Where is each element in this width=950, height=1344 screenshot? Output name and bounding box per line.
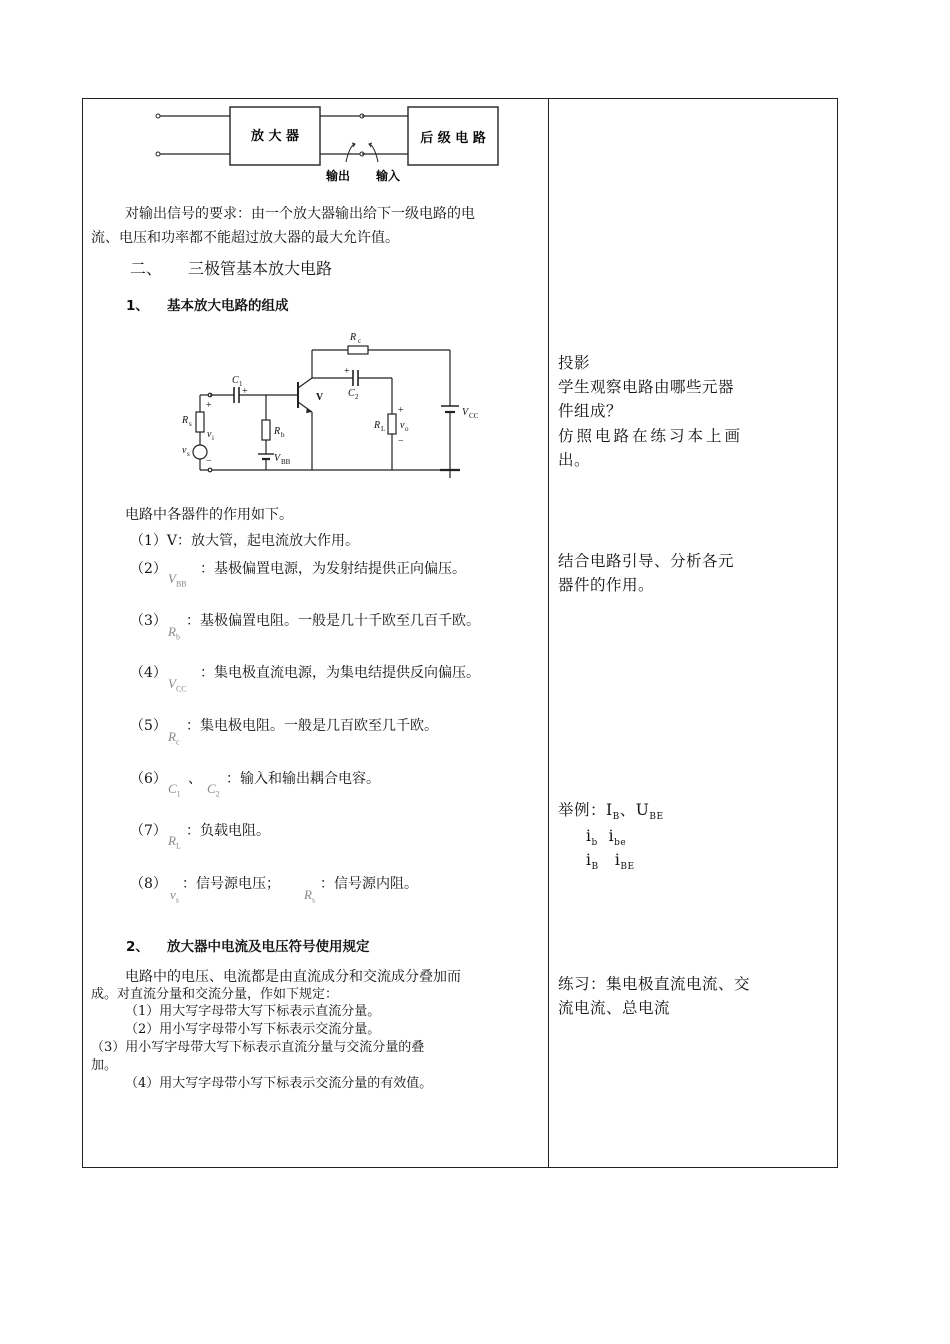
component-item-4-num: （4） — [130, 665, 167, 681]
c2-plus: + — [344, 366, 350, 377]
rc-label: R — [350, 332, 357, 343]
component-item-6-text: ：输入和输出耦合电容。 — [226, 771, 380, 787]
amplifier-block-diagram — [150, 100, 510, 190]
c1-sub: 1 — [239, 380, 243, 388]
note-observe-line1: 学生观察电路由哪些元器 — [558, 378, 735, 396]
component-item-3-text: ：基极偏置电阻。一般是几十千欧至几百千欧。 — [186, 613, 480, 629]
symbol-rl: $R_L$ — [168, 833, 181, 851]
rules-line2: 成。对直流分量和交流分量，作如下规定： — [91, 987, 339, 1002]
c1-label: C — [232, 375, 239, 386]
vo-sub: o — [405, 425, 409, 433]
component-item-8-text1: ：信号源电压； — [182, 876, 280, 892]
symbol-c1: $C_1$ — [168, 781, 181, 799]
c2-sub: 2 — [355, 393, 359, 401]
rule-2: （2）用小写字母带小写下标表示交流分量。 — [125, 1022, 381, 1037]
rules-line1: 电路中的电压、电流都是由直流成分和交流成分叠加而 — [125, 969, 461, 985]
c2-label: C — [348, 388, 355, 399]
component-item-4-text: ：集电极直流电源，为集电结提供反向偏压。 — [200, 665, 480, 681]
component-item-6-sep: 、 — [188, 771, 202, 787]
rs-label: R — [182, 415, 189, 426]
output-requirement-line2: 流、电压和功率都不能超过放大器的最大允许值。 — [91, 230, 399, 246]
vcc-sub: CC — [469, 412, 479, 420]
vi-sub: i — [212, 434, 214, 442]
vi-label: v — [207, 429, 212, 440]
rb-label: R — [274, 426, 281, 437]
section2-title: 三极管基本放大电路 — [188, 259, 333, 278]
vs-sub: s — [187, 450, 190, 458]
component-item-2-num: （2） — [130, 561, 167, 577]
sub1-title: 基本放大电路的组成 — [167, 298, 289, 314]
vo-plus: + — [398, 405, 404, 416]
note-projection: 投影 — [558, 354, 591, 372]
rc-sub: c — [358, 337, 362, 345]
practice-line2: 流电流、总电流 — [558, 999, 671, 1017]
sub1-number: 1、 — [126, 298, 149, 314]
note-draw-line1: 仿照电路在练习本上画 — [558, 427, 744, 445]
component-item-1: （1）V：放大管，起电流放大作用。 — [130, 533, 360, 549]
example-line1: 举例：$I_B$、$U_{BE}$ — [558, 801, 664, 823]
note-draw-line2: 出。 — [558, 451, 591, 469]
note-analyze-line1: 结合电路引导、分析各元 — [558, 552, 735, 570]
vbb-sub: BB — [281, 458, 291, 466]
symbol-c2: $C_2$ — [207, 781, 220, 799]
component-item-3-num: （3） — [130, 613, 167, 629]
vcc-label: V — [462, 407, 469, 418]
component-item-7-num: （7） — [130, 823, 167, 839]
transistor-label: V — [316, 392, 324, 403]
rule-4: （4）用大写字母带小写下标表示交流分量的有效值。 — [125, 1076, 433, 1091]
note-analyze-line2: 器件的作用。 — [558, 576, 655, 594]
vo-minus: − — [398, 436, 404, 447]
component-item-5-num: （5） — [130, 718, 167, 734]
rl-label: R — [374, 420, 381, 431]
component-item-8-text2: ：信号源内阻。 — [320, 876, 418, 892]
next-stage-label: 后 级 电 路 — [420, 131, 486, 146]
rule-3: （3）用小写字母带大写下标表示直流分量与交流分量的叠 — [91, 1040, 425, 1055]
component-item-2-text: ：基极偏置电源，为发射结提供正向偏压。 — [200, 561, 466, 577]
symbol-rc: $R_c$ — [168, 729, 180, 747]
example-line2: $i_b$ $i_{be}$ — [586, 827, 627, 849]
rule-3-continued: 加。 — [91, 1058, 118, 1073]
component-item-8-num: （8） — [130, 876, 167, 892]
symbol-rb: $R_b$ — [168, 624, 180, 642]
component-item-5-text: ：集电极电阻。一般是几百欧至几千欧。 — [186, 718, 438, 734]
components-intro: 电路中各器件的作用如下。 — [125, 507, 293, 523]
amplifier-label: 放 大 器 — [250, 129, 300, 144]
output-label: 输出 — [325, 169, 351, 183]
section2-number: 二、 — [130, 259, 163, 278]
vi-minus: − — [206, 456, 212, 467]
component-item-6-num: （6） — [130, 771, 167, 787]
practice-line1: 练习：集电极直流电流、交 — [558, 975, 751, 993]
example-line3: $i_B$ $i_{BE}$ — [586, 851, 635, 873]
rule-1: （1）用大写字母带大写下标表示直流分量。 — [125, 1004, 381, 1019]
c1-plus: + — [242, 386, 248, 397]
component-item-7-text: ：负载电阻。 — [186, 823, 270, 839]
vs-label: v — [182, 445, 187, 456]
vo-label: v — [400, 420, 405, 431]
symbol-vs: $v_s$ — [170, 887, 179, 905]
symbol-vcc: $V_{CC}$ — [168, 676, 187, 694]
symbol-rs: $R_s$ — [304, 887, 316, 905]
rl-sub: L — [381, 425, 386, 433]
note-observe-line2: 件组成？ — [558, 402, 623, 420]
output-requirement-line1: 对输出信号的要求：由一个放大器输出给下一级电路的电 — [125, 206, 475, 222]
rb-sub: b — [281, 431, 285, 439]
input-label: 输入 — [375, 169, 401, 183]
vbb-label: V — [274, 453, 281, 464]
sub2-number: 2、 — [126, 939, 149, 955]
vi-plus: + — [206, 400, 212, 411]
rs-sub: s — [189, 420, 192, 428]
sub2-title: 放大器中电流及电压符号使用规定 — [167, 939, 370, 955]
column-divider — [548, 98, 549, 1168]
amplifier-circuit-diagram — [170, 320, 500, 490]
symbol-vbb: $V_{BB}$ — [168, 571, 187, 589]
